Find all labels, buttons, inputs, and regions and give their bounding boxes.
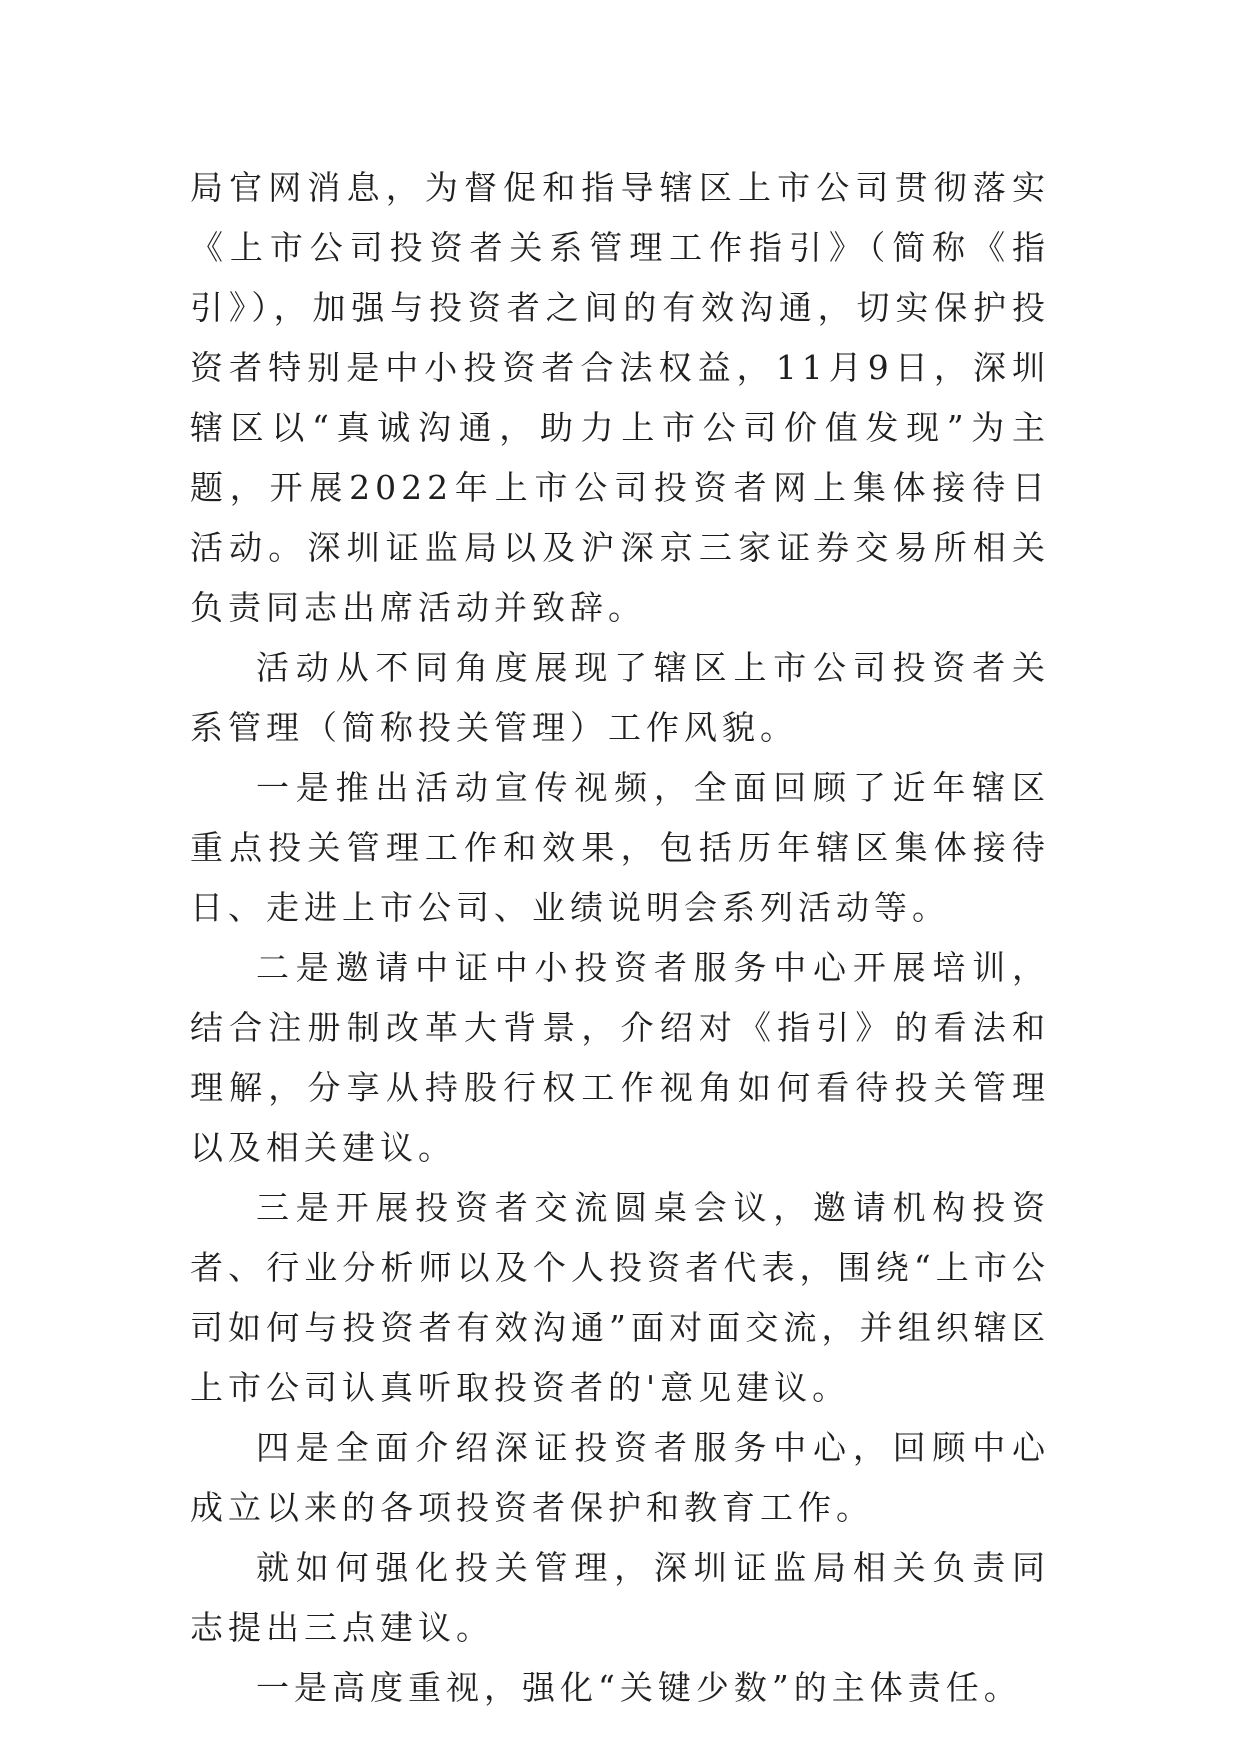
paragraph-overview: 活动从不同角度展现了辖区上市公司投资者关系管理（简称投关管理）工作风貌。	[190, 648, 1050, 747]
paragraph-point-3: 三是开展投资者交流圆桌会议，邀请机构投资者、行业分析师以及个人投资者代表，围绕“上市公司如何与投资者有效沟通”面对面交流，并组织辖区上市公司认真听取投资者的'意见建议。	[190, 1188, 1050, 1407]
paragraph-point-2: 二是邀请中证中小投资者服务中心开展培训，结合注册制改革大背景，介绍对《指引》的看法和理解，分享从持股行权工作视角如何看待投关管理以及相关建议。	[190, 948, 1050, 1167]
paragraph-suggestions: 就如何强化投关管理，深圳证监局相关负责同志提出三点建议。	[190, 1548, 1050, 1647]
paragraph-suggestion-1: 一是高度重视，强化“关键少数”的主体责任。	[256, 1668, 1022, 1707]
paragraph-point-4: 四是全面介绍深证投资者服务中心，回顾中心成立以来的各项投资者保护和教育工作。	[190, 1428, 1050, 1527]
paragraph-point-1: 一是推出活动宣传视频，全面回顾了近年辖区重点投关管理工作和效果，包括历年辖区集体接待日、走进上市公司、业绩说明会系列活动等。	[190, 768, 1050, 927]
document-body	[190, 158, 1050, 1718]
paragraph-intro: 局官网消息，为督促和指导辖区上市公司贯彻落实《上市公司投资者关系管理工作指引》（简称《指引》），加强与投资者之间的有效沟通，切实保护投资者特别是中小投资者合法权益，11月9日，深圳辖区以“真诚沟通，助力上市公司价值发现”为主题，开展2022年上市公司投资者网上集体接待日活动。深圳证监局以及沪深京三家证券交易所相关负责同志出席活动并致辞。	[190, 168, 1050, 627]
